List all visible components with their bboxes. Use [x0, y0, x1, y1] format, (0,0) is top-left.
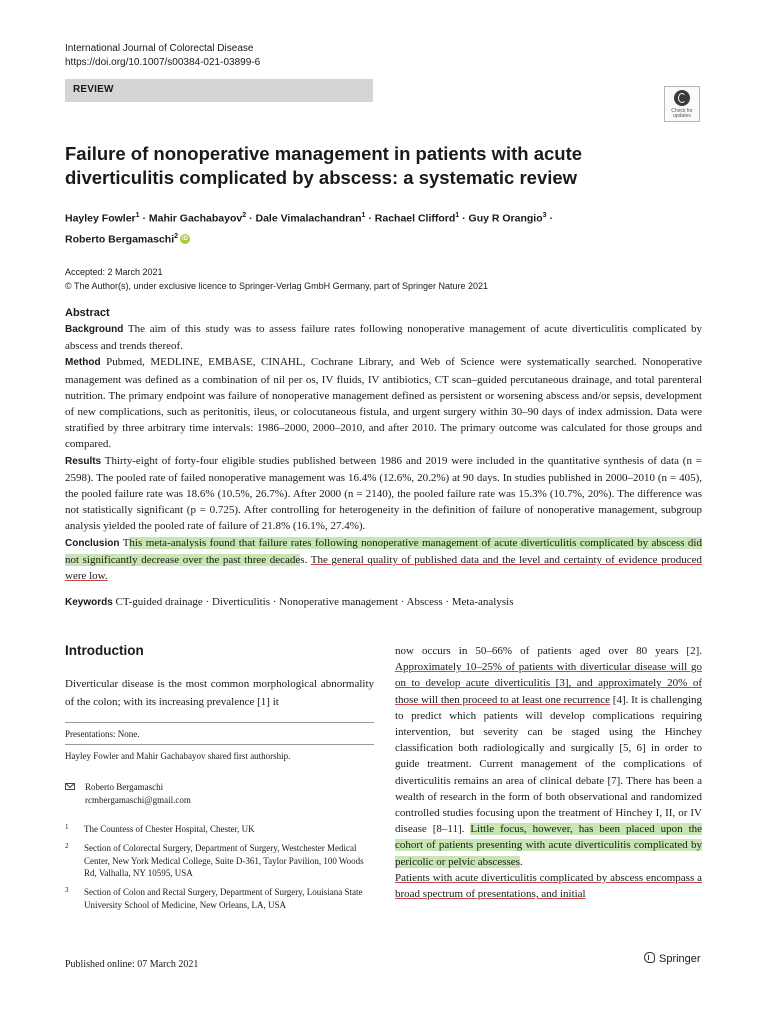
corresponding-email[interactable]: rcmbergamaschi@gmail.com: [85, 794, 191, 805]
affiliation: [65, 823, 374, 836]
affiliation-number: 1: [65, 823, 69, 831]
affiliation-text: The Countess of Chester Hospital, Chester, UK: [84, 824, 255, 834]
keywords-label: Keywords: [65, 597, 113, 608]
abstract-heading: Abstract: [65, 307, 110, 319]
body-right-column: [395, 643, 702, 902]
check-updates-label: Check for updates: [671, 108, 693, 119]
method-label: Method: [65, 357, 101, 369]
author-name[interactable]: Hayley Fowler: [65, 212, 136, 225]
footnote-divider: [65, 722, 374, 723]
body-text: .: [519, 855, 523, 868]
affiliation-number: 2: [65, 842, 69, 850]
footnote-divider: [65, 744, 374, 745]
author-name[interactable]: Mahir Gachabayov: [148, 212, 243, 225]
journal-header: [65, 42, 260, 70]
results-text: Thirty-eight of forty-four eligible studies published between 1986 and 2019 were included in the quantitative synthesis of data (n = 2598). The pooled rate of failed nonoperative management was 16.4% (12.6%, 20.2%) at 90 days. In studies published in 2000–2010 (n = 405), the pooled failure rate was 18.6% (10.5%, 26.7%). After 2000 (n = 2140), the pooled failure rate was 15.3% (10.7%, 20%). The difference was not statistically significant (p = 0.725). After controlling for heterogeneity in the definition of failure of nonoperative management, subgroup analysis yielded the pooled rate of failure of 21.8% (16.1%, 27.4%).: [65, 454, 702, 533]
published-online: Published online: 07 March 2021: [65, 959, 199, 970]
conclusion-mid: s.: [300, 553, 311, 566]
method-text: Pubmed, MEDLINE, EMBASE, CINAHL, Cochrane Library, and Web of Science were systematically searched. Nonoperative management was defined as a combination of nil per os, IV fluids, IV antibiotics, CT scan–guided percutaneous drainage, and total parenteral nutrition. The primary endpoint was failure of nonoperative management defined as persistent or worsening abscess and/or sepsis, development of new complications, such as peritonitis, ileus, or colocutaneous fistula, and urgent surgery within 30–90 days of index admission. Data were stratified by three arbitrary time intervals: 1986–2000, 2000–2010, and after 2010. The primary outcome was calculated for those groups and compared.: [65, 356, 703, 451]
body-highlight: Little focus, however, has been placed upon the cohort of patients presenting with acute diverticulitis complicated by pericolic or pelvic abscesses: [395, 823, 703, 868]
shared-authorship-note: Hayley Fowler and Mahir Gachabayov shared first authorship.: [65, 751, 291, 761]
accepted-date: Accepted: 2 March 2021: [65, 267, 163, 277]
check-for-updates-badge[interactable]: [664, 86, 700, 122]
introduction-paragraph: Diverticular disease is the most common morphological abnormality of the colon; with its increasing prevalence [1] it: [65, 678, 374, 708]
background-label: Background: [65, 324, 124, 335]
background-text: The aim of this study was to assess failure rates following nonoperative management of acute diverticulitis complicated by abscess and trends thereof.: [65, 323, 702, 353]
affiliation-text: Section of Colorectal Surgery, Department of Surgery, Westchester Medical Center, New York Medical College, Suite D-361, Taylor Pavilion, 100 Woods Rd, Valhalla, NY 10595, USA: [84, 843, 364, 878]
body-underlined: Patients with acute diverticulitis complicated by abscess encompass a broad spectrum of presentations, and initial: [395, 871, 702, 901]
author-name[interactable]: Dale Vimalachandran: [255, 212, 362, 225]
author-name[interactable]: Rachael Clifford: [374, 212, 456, 225]
body-underlined: Approximately 10–25% of patients with diverticular disease will go on to develop acute diverticulitis [3], and approximately 20% of those will then proceed to at least one recurrence: [395, 661, 702, 706]
author-name[interactable]: Roberto Bergamaschi: [65, 233, 175, 245]
abstract: [65, 306, 702, 584]
results-label: Results: [65, 455, 102, 467]
author-affiliation-ref: 1: [135, 212, 140, 219]
affiliation-number: 3: [65, 886, 69, 894]
article-history: [65, 265, 488, 293]
author-affiliation-ref: 2: [174, 232, 179, 240]
body-text: now occurs in 50–66% of patients aged over 80 years [2].: [395, 645, 702, 657]
conclusion-underlined: The general quality of published data and the level and certainty of evidence produced were low.: [65, 553, 702, 583]
publisher-name: Springer: [659, 953, 701, 965]
doi-link[interactable]: https://doi.org/10.1007/s00384-021-03899-6: [65, 57, 261, 68]
affiliation: [65, 886, 374, 911]
author-affiliation-ref: 2: [242, 212, 247, 219]
introduction-heading: Introduction: [65, 643, 144, 658]
article-title: Failure of nonoperative management in patients with acute diverticulitis complicated by abscess: a systematic review: [65, 143, 583, 188]
keywords: [65, 595, 705, 610]
conclusion-label: Conclusion: [65, 537, 120, 549]
author-affiliation-ref: 1: [361, 212, 366, 219]
conclusion-highlight: his meta-analysis found that failure rates following nonoperative management of acute diverticulitis complicated by abscess did not significantly decrease over the past three decade: [65, 536, 702, 566]
publisher-logo: [644, 952, 701, 965]
affiliation-text: Section of Colon and Rectal Surgery, Department of Surgery, Louisiana State University School of Medicine, New Orleans, LA, USA: [84, 887, 363, 910]
orcid-icon[interactable]: iD: [182, 236, 189, 243]
author-list: Hayley Fowler$^1$ · Mahir Gachabayov$^2$ · Dale Vimalachandran$^1$ · Rachael Clifford$^1$ · Guy R Orangio$^3$ · Roberto Bergamaschi$^2$ iD: [65, 212, 553, 245]
copyright-notice: © The Author(s), under exclusive licence to Springer-Verlag GmbH Germany, part of Springer Nature 2021: [65, 281, 488, 291]
journal-name: International Journal of Colorectal Disease: [65, 43, 254, 54]
author-affiliation-ref: 3: [542, 212, 547, 219]
envelope-icon: [65, 783, 75, 790]
conclusion-lead: T: [122, 536, 130, 549]
corresponding-author: [65, 781, 374, 806]
body-text: [4]. It is challenging to predict which patients will develop complications requiring intervention, but severity can be staged using the Hinchey classification both radiologically and surgically [5, 6] in order to guide treatment. Current management of the complications of diverticulitis remains an area of clinical debate [7]. There has been a wealth of research in the form of both observational and randomized controlled studies focusing upon the treatment of Hinchey I, II, or IV disease [8–11].: [395, 693, 703, 836]
article-type-label: REVIEW: [73, 84, 114, 95]
springer-horse-icon: [644, 952, 655, 963]
keywords-text: CT-guided drainage · Diverticulitis · Nonoperative management · Abscess · Meta-analysis: [115, 596, 514, 608]
corresponding-name: Roberto Bergamaschi: [85, 782, 164, 792]
author-name[interactable]: Guy R Orangio: [468, 212, 543, 225]
author-affiliation-ref: 1: [455, 212, 460, 219]
affiliation: [65, 842, 374, 880]
presentations-note: Presentations: None.: [65, 729, 140, 739]
check-updates-icon: [674, 90, 690, 106]
